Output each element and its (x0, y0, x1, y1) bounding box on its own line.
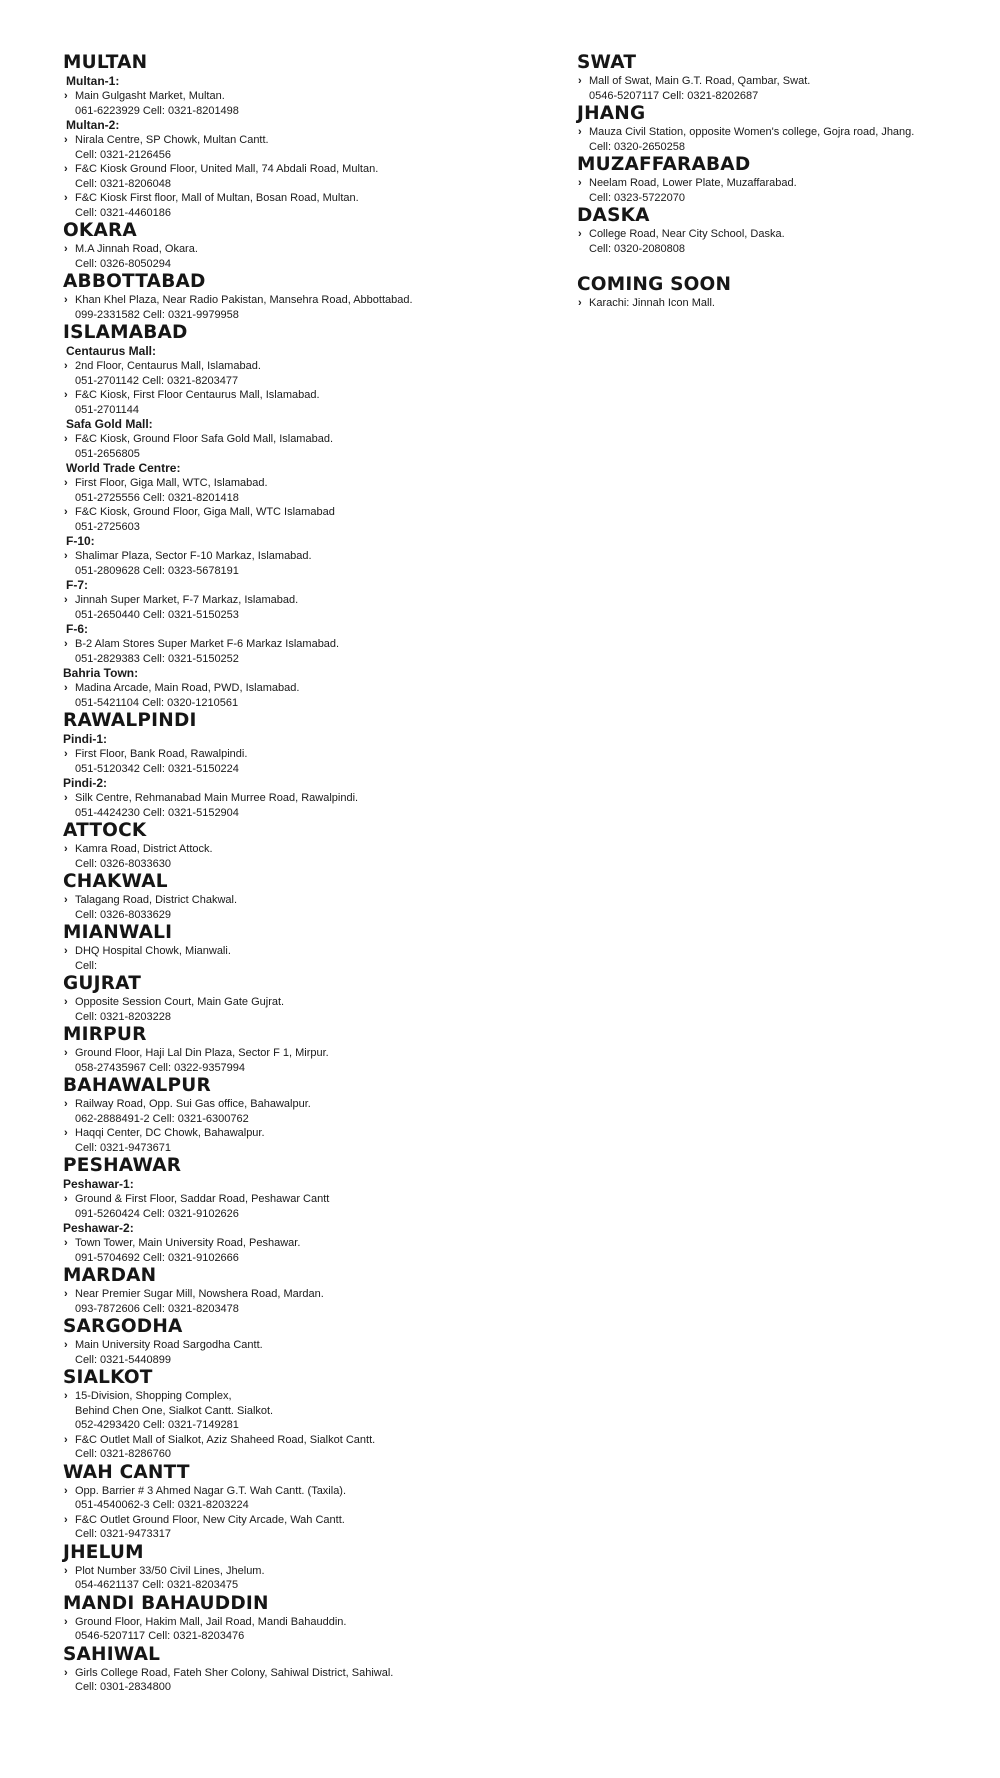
store-contact: 062-2888491-2 Cell: 0321-6300762 (75, 1112, 249, 1125)
city-section-wah-cantt (63, 1462, 543, 1542)
store-entry (63, 359, 543, 388)
store-contact: 051-2701144 (75, 403, 140, 416)
city-section-attock (63, 820, 543, 871)
store-entry (63, 791, 543, 820)
store-contact: Cell: 0326-8033630 (75, 857, 172, 870)
store-entry (63, 1287, 543, 1316)
city-heading: WAH CANTT (63, 1461, 190, 1483)
store-address: Silk Centre, Rehmanabad Main Murree Road, Rawalpindi. (75, 792, 359, 804)
city-section-gujrat (63, 973, 543, 1024)
store-address: Opp. Barrier # 3 Ahmed Nagar G.T. Wah Cantt. (Taxila). (75, 1484, 347, 1497)
chevron-right-icon: › (64, 1433, 68, 1446)
chevron-right-icon: › (64, 894, 68, 906)
store-address: Opposite Session Court, Main Gate Gujrat. (75, 996, 285, 1008)
city-heading: RAWALPINDI (63, 710, 197, 731)
city-section-sialkot (63, 1367, 543, 1462)
chevron-right-icon: › (64, 945, 68, 957)
chevron-right-icon: › (64, 1484, 68, 1497)
store-contact: Cell: 0321-9473671 (75, 1141, 172, 1154)
store-contact: 051-2701142 Cell: 0321-8203477 (75, 374, 239, 387)
store-address: F&C Kiosk First floor, Mall of Multan, Bosan Road, Multan. (75, 192, 359, 204)
city-heading: SARGODHA (63, 1316, 183, 1337)
city-section-coming-soon (577, 274, 977, 311)
chevron-right-icon: › (64, 996, 68, 1008)
store-entry (577, 227, 977, 256)
city-heading: SWAT (577, 52, 637, 73)
store-entry (63, 593, 543, 622)
chevron-right-icon: › (64, 294, 68, 306)
store-address: F&C Kiosk, Ground Floor Safa Gold Mall, Islamabad. (75, 433, 333, 445)
chevron-right-icon: › (64, 748, 68, 760)
city-heading: CHAKWAL (63, 871, 168, 892)
store-address: F&C Outlet Mall of Sialkot, Aziz Shaheed Road, Sialkot Cantt. (75, 1433, 376, 1446)
city-heading: JHELUM (63, 1541, 144, 1563)
store-entry (63, 1513, 543, 1542)
store-address: Ground Floor, Haji Lal Din Plaza, Sector F 1, Mirpur. (75, 1047, 329, 1059)
city-heading: SAHIWAL (63, 1643, 161, 1665)
store-entry (63, 1046, 543, 1075)
chevron-right-icon: › (64, 1193, 68, 1205)
branch-label: Peshawar-2: (63, 1221, 134, 1235)
store-address: B-2 Alam Stores Super Market F-6 Markaz Islamabad. (75, 638, 340, 650)
store-entry (63, 1389, 543, 1433)
store-entry (63, 893, 543, 922)
city-section-bahawalpur (63, 1075, 543, 1155)
store-address: Neelam Road, Lower Plate, Muzaffarabad. (589, 177, 797, 189)
store-address: DHQ Hospital Chowk, Mianwali. (75, 945, 231, 957)
store-contact: Cell: 0320-2650258 (589, 140, 686, 153)
city-section-muzaffarabad (577, 154, 977, 205)
chevron-right-icon: › (64, 682, 68, 694)
branch-label: Multan-1: (66, 74, 120, 88)
city-heading: BAHAWALPUR (63, 1075, 211, 1096)
store-entry (63, 549, 543, 578)
store-contact: 051-2656805 (75, 447, 140, 460)
store-entry (63, 1484, 543, 1513)
store-entry (63, 242, 543, 271)
store-contact: 0546-5207117 Cell: 0321-8202687 (589, 89, 759, 102)
store-contact: Cell: 0320-2080808 (589, 242, 686, 255)
branch-label: Pindi-2: (63, 776, 107, 790)
chevron-right-icon: › (64, 1047, 68, 1059)
chevron-right-icon: › (64, 433, 68, 445)
city-section-mianwali (63, 922, 543, 973)
store-contact: Cell: 0321-8286760 (75, 1448, 172, 1460)
store-address: First Floor, Bank Road, Rawalpindi. (75, 748, 248, 760)
store-contact: 051-2809628 Cell: 0323-5678191 (75, 564, 239, 577)
city-heading: MIRPUR (63, 1024, 147, 1045)
chevron-right-icon: › (64, 1127, 68, 1139)
store-contact: Cell: 0326-8033629 (75, 908, 172, 921)
store-entry (63, 681, 543, 710)
store-address: Kamra Road, District Attock. (75, 843, 213, 855)
store-entry (63, 995, 543, 1024)
city-heading: DASKA (577, 205, 650, 226)
city-section-sargodha (63, 1316, 543, 1367)
store-address: Karachi: Jinnah Icon Mall. (589, 297, 715, 309)
city-section-mirpur (63, 1024, 543, 1075)
store-address: F&C Kiosk, First Floor Centaurus Mall, Islamabad. (75, 389, 320, 401)
store-address: 15-Division, Shopping Complex, (75, 1390, 232, 1402)
store-address: Ground & First Floor, Saddar Road, Peshawar Cantt (75, 1193, 330, 1205)
branch-label: F-6: (66, 622, 88, 636)
chevron-right-icon: › (64, 1390, 68, 1402)
city-heading: MULTAN (63, 52, 148, 73)
store-contact: 093-7872606 Cell: 0321-8203478 (75, 1302, 239, 1315)
store-contact: 051-2725603 (75, 520, 140, 533)
store-address: Plot Number 33/50 Civil Lines, Jhelum. (75, 1564, 265, 1577)
branch-label: Multan-2: (66, 118, 120, 132)
store-contact: 051-4424230 Cell: 0321-5152904 (75, 806, 239, 819)
city-heading: ATTOCK (63, 820, 147, 841)
store-contact: Cell: 0321-2126456 (75, 148, 172, 161)
city-heading: GUJRAT (63, 973, 142, 994)
store-address: Shalimar Plaza, Sector F-10 Markaz, Islamabad. (75, 550, 312, 562)
chevron-right-icon: › (64, 792, 68, 804)
city-heading: MANDI BAHAUDDIN (63, 1592, 269, 1614)
store-contact: 051-5120342 Cell: 0321-5150224 (75, 762, 239, 775)
store-entry (63, 388, 543, 417)
store-contact: Cell: (75, 959, 98, 972)
store-entry (63, 637, 543, 666)
store-address: F&C Kiosk, Ground Floor, Giga Mall, WTC Islamabad (75, 506, 335, 518)
city-section-jhang (577, 103, 977, 154)
store-address: Near Premier Sugar Mill, Nowshera Road, Mardan. (75, 1288, 324, 1300)
city-heading: JHANG (577, 103, 646, 124)
city-section-sahiwal (63, 1644, 543, 1695)
chevron-right-icon: › (64, 1615, 68, 1628)
branch-label: Safa Gold Mall: (66, 417, 153, 431)
store-contact: 091-5260424 Cell: 0321-9102626 (75, 1207, 239, 1220)
chevron-right-icon: › (578, 75, 582, 87)
store-entry (63, 944, 543, 973)
store-address: Nirala Centre, SP Chowk, Multan Cantt. (75, 134, 269, 146)
store-entry (577, 176, 977, 205)
store-entry (577, 74, 977, 103)
store-list-right-column (577, 52, 977, 311)
chevron-right-icon: › (64, 1564, 68, 1577)
city-section-daska (577, 205, 977, 256)
store-entry (63, 1192, 543, 1221)
store-contact: Cell: 0326-8050294 (75, 257, 172, 270)
store-address: 2nd Floor, Centaurus Mall, Islamabad. (75, 360, 261, 372)
branch-label: Pindi-1: (63, 732, 107, 746)
store-address: Jinnah Super Market, F-7 Markaz, Islamabad. (75, 594, 299, 606)
chevron-right-icon: › (64, 1513, 68, 1526)
branch-label: F-7: (66, 578, 88, 592)
store-entry (63, 133, 543, 162)
store-contact: 054-4621137 Cell: 0321-8203475 (75, 1579, 239, 1591)
city-section-abbottabad (63, 271, 543, 322)
store-contact: 061-6223929 Cell: 0321-8201498 (75, 104, 239, 117)
store-contact: Cell: 0321-5440899 (75, 1353, 172, 1366)
chevron-right-icon: › (64, 134, 68, 146)
store-contact: Behind Chen One, Sialkot Cantt. Sialkot. (75, 1404, 274, 1417)
city-section-rawalpindi (63, 710, 543, 820)
city-heading: SIALKOT (63, 1367, 153, 1388)
city-heading: MARDAN (63, 1265, 157, 1286)
store-contact: Cell: 0321-8206048 (75, 177, 172, 190)
chevron-right-icon: › (64, 163, 68, 175)
chevron-right-icon: › (64, 550, 68, 562)
store-contact: 051-2829383 Cell: 0321-5150252 (75, 652, 239, 665)
branch-label: Peshawar-1: (63, 1177, 134, 1191)
city-heading: MUZAFFARABAD (577, 154, 751, 175)
city-section-peshawar (63, 1155, 543, 1265)
city-section-mandi-bahauddin (63, 1593, 543, 1644)
branch-label: Centaurus Mall: (66, 344, 157, 358)
chevron-right-icon: › (64, 1339, 68, 1351)
store-entry (63, 1126, 543, 1155)
store-contact: Cell: 0323-5722070 (589, 191, 686, 204)
store-address: Main Gulgasht Market, Multan. (75, 90, 225, 102)
store-entry (63, 1236, 543, 1265)
store-address: Khan Khel Plaza, Near Radio Pakistan, Mansehra Road, Abbottabad. (75, 294, 413, 306)
store-entry (63, 1338, 543, 1367)
chevron-right-icon: › (64, 90, 68, 102)
city-section-multan (63, 52, 543, 220)
store-entry (63, 1666, 543, 1695)
store-entry (63, 1433, 543, 1462)
store-contact: Cell: 0321-8203228 (75, 1010, 172, 1023)
city-heading: MIANWALI (63, 922, 173, 943)
city-section-jhelum (63, 1542, 543, 1593)
store-address: Haqqi Center, DC Chowk, Bahawalpur. (75, 1127, 265, 1139)
store-entry (63, 842, 543, 871)
store-contact: Cell: 0321-4460186 (75, 206, 172, 219)
chevron-right-icon: › (64, 1288, 68, 1300)
chevron-right-icon: › (578, 297, 582, 309)
store-entry (63, 476, 543, 505)
store-address: Ground Floor, Hakim Mall, Jail Road, Mandi Bahauddin. (75, 1615, 347, 1628)
store-entry (577, 296, 977, 311)
chevron-right-icon: › (578, 126, 582, 138)
city-section-islamabad (63, 322, 543, 710)
chevron-right-icon: › (64, 192, 68, 204)
store-entry (63, 89, 543, 118)
chevron-right-icon: › (64, 360, 68, 372)
city-section-swat (577, 52, 977, 103)
store-address: F&C Outlet Ground Floor, New City Arcade, Wah Cantt. (75, 1513, 345, 1526)
store-entry (63, 1097, 543, 1126)
store-address: Talagang Road, District Chakwal. (75, 894, 238, 906)
branch-label: World Trade Centre: (66, 461, 181, 475)
branch-label: Bahria Town: (63, 666, 139, 680)
store-contact: 051-4540062-3 Cell: 0321-8203224 (75, 1499, 249, 1511)
chevron-right-icon: › (578, 177, 582, 189)
city-heading: ISLAMABAD (63, 322, 188, 343)
store-address: Main University Road Sargodha Cantt. (75, 1339, 263, 1351)
chevron-right-icon: › (64, 1098, 68, 1110)
store-address: Mauza Civil Station, opposite Women's college, Gojra road, Jhang. (589, 126, 915, 138)
chevron-right-icon: › (64, 389, 68, 401)
store-address: Town Tower, Main University Road, Peshawar. (75, 1237, 301, 1249)
chevron-right-icon: › (64, 243, 68, 255)
store-entry (63, 191, 543, 220)
store-entry (63, 1564, 543, 1593)
store-address: M.A Jinnah Road, Okara. (75, 243, 198, 255)
chevron-right-icon: › (64, 506, 68, 518)
store-contact: 091-5704692 Cell: 0321-9102666 (75, 1251, 239, 1264)
chevron-right-icon: › (578, 228, 582, 240)
chevron-right-icon: › (64, 477, 68, 489)
store-contact: Cell: 0301-2834800 (75, 1681, 172, 1693)
store-entry (577, 125, 977, 154)
store-contact: 051-5421104 Cell: 0320-1210561 (75, 696, 239, 709)
store-address: Girls College Road, Fateh Sher Colony, Sahiwal District, Sahiwal. (75, 1666, 394, 1679)
store-contact: Cell: 0321-9473317 (75, 1528, 172, 1540)
chevron-right-icon: › (64, 594, 68, 606)
store-address: Mall of Swat, Main G.T. Road, Qambar, Swat. (589, 75, 811, 87)
store-contact: 051-2650440 Cell: 0321-5150253 (75, 608, 239, 621)
chevron-right-icon: › (64, 638, 68, 650)
branch-label: F-10: (66, 534, 95, 548)
store-entry (63, 505, 543, 534)
store-contact: 052-4293420 Cell: 0321-7149281 (75, 1419, 239, 1431)
store-list-left-column (63, 52, 543, 1695)
city-heading: PESHAWAR (63, 1155, 182, 1176)
chevron-right-icon: › (64, 1666, 68, 1679)
store-entry (63, 432, 543, 461)
store-address: College Road, Near City School, Daska. (589, 228, 785, 240)
store-entry (63, 162, 543, 191)
store-address: First Floor, Giga Mall, WTC, Islamabad. (75, 477, 268, 489)
store-entry (63, 1615, 543, 1644)
store-contact: 099-2331582 Cell: 0321-9979958 (75, 308, 239, 321)
city-heading: OKARA (63, 220, 137, 241)
chevron-right-icon: › (64, 843, 68, 855)
store-entry (63, 747, 543, 776)
city-section-okara (63, 220, 543, 271)
city-heading: COMING SOON (577, 274, 732, 295)
store-contact: 0546-5207117 Cell: 0321-8203476 (75, 1630, 245, 1642)
store-address: Madina Arcade, Main Road, PWD, Islamabad. (75, 682, 300, 694)
store-address: F&C Kiosk Ground Floor, United Mall, 74 Abdali Road, Multan. (75, 163, 379, 175)
chevron-right-icon: › (64, 1237, 68, 1249)
store-contact: 051-2725556 Cell: 0321-8201418 (75, 491, 239, 504)
city-heading: ABBOTTABAD (63, 271, 206, 292)
city-section-chakwal (63, 871, 543, 922)
store-entry (63, 293, 543, 322)
city-section-mardan (63, 1265, 543, 1316)
store-contact: 058-27435967 Cell: 0322-9357994 (75, 1061, 246, 1074)
store-address: Railway Road, Opp. Sui Gas office, Bahawalpur. (75, 1098, 311, 1110)
